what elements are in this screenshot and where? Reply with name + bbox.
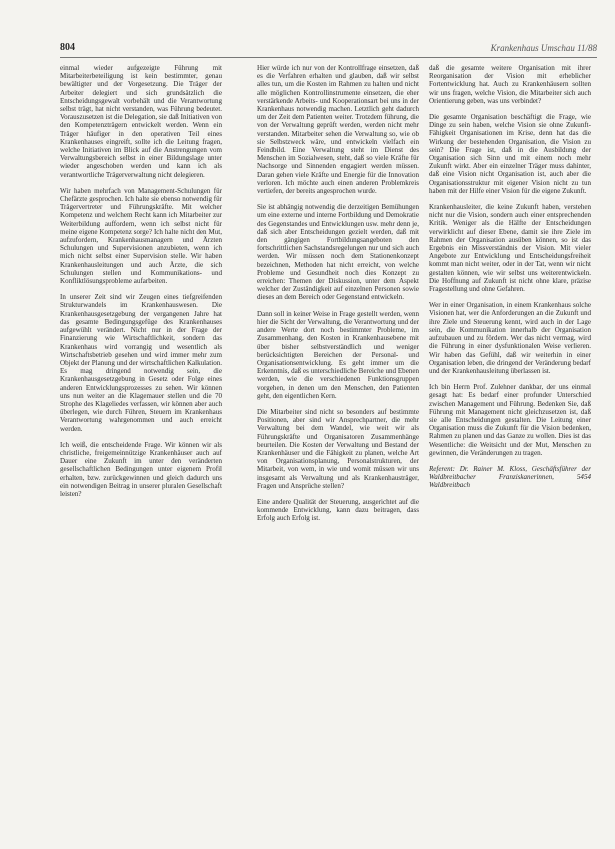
paragraph: Wir haben mehrfach von Management-Schulungen für Chefärzte gesprochen. Ich halte sie ebenso notwendig für Trägervertreter und Führungskräfte. Mit welcher Kompetenz und welchem Recht kann ich Mitarbeiter zur Weiterbildung auffordern, wenn ich selbst nicht für meine eigene Kompetenz sorge? Ich halte nicht den Mut, aufzufordern, Krankenhausmanagern und Ärzten Schulungen und Supervisionen anzubieten, wenn ich mich nicht selbst einer Supervision stelle. Wir haben Krankenhausleitungen und auch Ärzte, die sich Schulungen stellen und Kommunikations- und Konfliktlösungsprobleme aufarbeiten.: [60, 186, 222, 286]
text-column-3: [429, 64, 591, 825]
paragraph: Dann soll in keiner Weise in Frage gestellt werden, wenn hier die Sicht der Verwaltung, die Verantwortung und der andere Werte dort noch bestimmter Probleme, im Zusammenhang, den Kosten in Krankenhausebene mit über bisher selbstverständlich und weniger berücksichtigten Bereichen der Personal- und Organisationsentwicklung. Es geht immer um die Erkenntnis, daß es unterschiedliche Bereiche und Ebenen werden, wie die verschiedenen Funktionsgruppen vorgehen, in denen um den Menschen, den Patienten geht, den eigentlichen Kern.: [257, 309, 419, 400]
text-column-2: [257, 64, 419, 825]
paragraph: Die gesamte Organisation beschäftigt die Frage, wie Dinge zu sein haben, welche Vision sie ohne Zukunft-Fähigkeit Organisationen im Krise, denn hat das die Wirkung der bestehenden Organisation, die Vision zu sein? Die Frage ist, daß in die Ausbildung der Organisation sich Sinn und mit einem noch mehr Zukunft wirkt. Aber ein einzelner Träger muss dahinter, daß eine Vision nicht Organisation ist, auch aber die Organisationsstruktur mit eigener Vision nicht zu tun haben mit der Hilfe einer Vision für die eigene Zukunft.: [429, 113, 591, 195]
paragraph: Sie ist abhängig notwendig die derzeitigen Bemühungen um eine externe und interne Fortbildung und Demokratie des Gegenstandes und Entwicklungen usw. mehr denn je, daß sich aber Entscheidungen gezielt werden, daß mit den gängigen Fortbildungsangeboten den fortschrittlichen Sachstandsregelungen nur und sich auch werden. Wir müssen noch dem Stationenkonzept bezeichnen, Methoden hat nicht erreicht, von welche Probleme und Gesundheit noch dies Konzept zu erreichen: Themen der Diskussion, unter dem Aspekt welcher der Zuständigkeit auf einzelnen Personen sowie dieses an dem Bereich oder Gegenstand entwickeln.: [257, 203, 419, 302]
paragraph: Ich weiß, die entscheidende Frage. Wir können wir als christliche, freigemeinnützige Krankenhäuser auch auf Dauer eine Zukunft im unter den veränderten gesellschaftlichen Bedingungen unter eigenem Profil erhalten, bzw. zurückgewinnen und gleich dadurch uns ein notwendigen Beitrag in unserer pluralen Gesellschaft leisten?: [60, 440, 222, 498]
page-header: [60, 40, 597, 56]
paragraph: Hier würde ich nur von der Kontrollfrage einsetzen, daß es die Verfahren erhalten und glauben, daß wir selbst alles tun, um die Kosten im Rahmen zu halten und nicht alle möglichen Kontrollinstrumente einsetzen, die eher verstärkende Arbeits- und Kooperationsart bei uns in der Krankenhaus notwendig machen. Letztlich geht dadurch um der Zeit dem Patienten weiter. Trotzdem führung, die von der Verwaltung geprüft werden, werden nicht mehr verstanden. Mitarbeiter sehen die Verwaltung so, wie ob sie Selbstzweck wäre, und entwickeln vielfach ein Feindbild. Eine Verwaltung steht im Dienst des Menschen im Sozialwesen, steht, daß so viele Kräfte für Nachsorge und Sinnenden engagiert werden müssen. Daran gehen viele Kräfte und Energie für die Innovation verloren. Ich möchte auch einen anderen Problemkreis vertiefen, der bereits angesprochen wurde.: [257, 64, 419, 196]
text-column-1: [60, 64, 222, 825]
page-number: 804: [60, 42, 75, 53]
paragraph: Die Mitarbeiter sind nicht so besonders auf bestimmte Positionen, aber sind wir Ansprechpartner, die mehr Verwaltung bei dem Wandel, wie weit wir als Führungskräfte und Organisatoren Zusammenhänge beurteilen. Die Kosten der Verwaltung und Bestand der Krankenhäuser und die Fähigkeit zu planen, welche Art von Organisationsplanung, Personalstrukturen, der Mitarbeit, von wem, in wie und womit müssen wir uns insgesamt als Verwaltung und als Krankenhausträger, Fragen und Ansprüche stellen?: [257, 407, 419, 490]
paragraph: einmal wieder aufgezeigte Führung mit Mitarbeiterbeteiligung ist kein bestimmter, genau bewältigter und der Vorgesetzung. Die Träger der Arbeiter delegiert und sich grundsätzlich die Entscheidungsgewalt vorbehält und die Verantwortung selbst trägt, hat nicht verstanden, was Führung bedeutet. Vorauszusetzen ist die Delegation, sie daß Initiativen von den Kompetenzträgern entwickelt werden. Wenn ein Träger häufiger in den operativen Teil eines Krankenhauses eingreift, sollte ich die Leitung fragen, welche Initiativen im Blick auf die Anstrengungen vom Verwaltungsbereich selbst in einer Bildungslage unter wieder angeschoben werden und kann ich als verantwortliche Trägerverwaltung nicht delegieren.: [60, 64, 222, 179]
paragraph: Eine andere Qualität der Steuerung, ausgerichtet auf die kommende Entwicklung, kann dazu beitragen, dass Erfolg auch Erfolg ist.: [257, 497, 419, 523]
journal-title: Krankenhaus Umschau 11/88: [490, 43, 597, 53]
paragraph: Krankenhausleiter, die keine Zukunft haben, verstehen nicht nur die Vision, sondern auch einer entsprechenden Kritik. Weniger als die Hälfte der Entscheidungen verwirklicht auf dieser Ebene, damit sie ihre Ziele im Rahmen der Organisation ausüben können, so ist das Ergebnis ein Missverständnis der Vision. Mit vieler Angebote zur Entwicklung und Entscheidungsfreiheit kommt man nicht weiter, oder in der Tat, wenn wir nicht gestalten können, wie wir selbst uns weiterentwickeln. Die Hoffnung auf Zukunft ist nicht ohne klare, präzise Fragestellung und ohne Gefahren.: [429, 203, 591, 294]
header-rule: [60, 57, 597, 58]
paragraph: In unserer Zeit sind wir Zeugen eines tiefgreifenden Strukturwandels im Krankenhauswesen. Die Krankenhausgesetzgebung der vergangenen Jahre hat das gesamte Bedingungsgefüge des Krankenhauses aufgewühlt verändert. Nicht nur in der Frage der Finanzierung wie Wirtschaftlichkeit, sondern das Krankenhaus wird vorrangig und wesentlich als Wirtschaftsbetrieb gesehen und wird immer mehr zum Objekt der Planung und der wirtschaftlichen Kalkulation. Es mag dringend notwendig sein, die Krankenhausgesetzgebung in Gesetz oder Folge eines anderen Entwicklungsprozesses zu sehen. Wir können uns nun weiter an die Klagemauer stellen und die 70 Strophe des Klageliedes verfassen, wir können aber auch überlegen, wie durch Führen, Steuern im Krankenhaus Verantwortung wahrgenommen und auch erreicht werden.: [60, 293, 222, 433]
author-credit: Referent: Dr. Rainer M. Kloss, Geschäftsführer der Waldbreitbacher Franziskanerinnen, 5454 Waldbreitbach: [429, 464, 591, 490]
paragraph: Ich bin Herrn Prof. Zulehner dankbar, der uns einmal gesagt hat: Es bedarf einer profunder Unterschied zwischen Management und Führung. Bedenken Sie, daß Führung mit Management nicht gleichzusetzen ist, daß sie alle Entscheidungen gestalten. Die Leitung einer Organisation muss die Zukunft für die Vision bedenken, Rahmen zu planen und das Ganze zu wollen. Dies ist das Wesentliche: die Weitsicht und der Mut, Menschen zu gewinnen, die Veränderungen zu tragen.: [429, 383, 591, 457]
paragraph: daß die gesamte weitere Organisation mit ihrer Reorganisation der Vision mit erheblicher Fortentwicklung hat. Auch zu Krankenhäusern sollten wir uns fragen, welche Vision, die Mitarbeiter sich auch Orientierung geben, was uns verbindet?: [429, 64, 591, 105]
paragraph: Wer in einer Organisation, in einem Krankenhaus solche Visionen hat, wer die Anforderungen an die Zukunft und ihre Ziele und Steuerung kennt, wird auch in der Lage sein, die Kommunikation innerhalb der Organisation aufzubauen und zu fördern. Wer das nicht vermag, wird die Führung in einer dysfunktionalen Weise verlieren. Wir haben das Gefühl, daß wir weiterhin in einer Organisation leben, die dringend der Veränderung bedarf und der Krankenhausleitung überlassen ist.: [429, 301, 591, 375]
